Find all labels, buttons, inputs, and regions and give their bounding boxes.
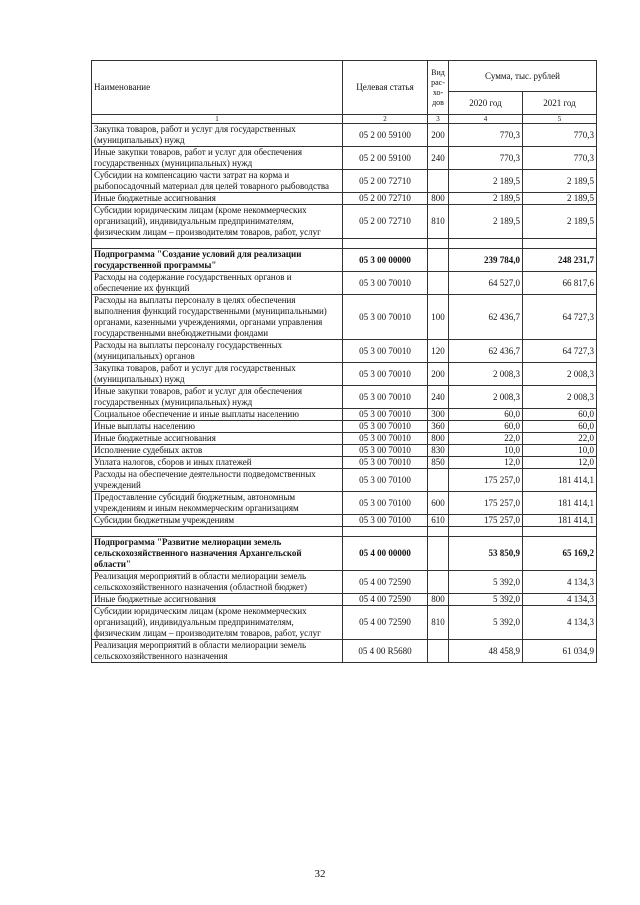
row-sum-2021: 64 727,3	[523, 340, 597, 363]
row-sum-2020: 62 436,7	[449, 295, 523, 340]
row-name: Иные бюджетные ассигнования	[92, 193, 343, 205]
row-sum-2021: 61 034,9	[523, 640, 597, 663]
row-name: Субсидии бюджетным учреждениям	[92, 515, 343, 527]
row-sum-2021: 2 189,5	[523, 193, 597, 205]
column-number: 4	[449, 115, 523, 124]
row-expense-type: 240	[428, 147, 449, 170]
row-name: Уплата налогов, сборов и иных платежей	[92, 457, 343, 469]
row-sum-2021: 181 414,1	[523, 515, 597, 527]
table-row	[92, 409, 597, 421]
row-sum-2020: 2 008,3	[449, 386, 523, 409]
row-name: Закупка товаров, работ и услуг для государственных (муниципальных) нужд	[92, 363, 343, 386]
row-sum-2020: 10,0	[449, 445, 523, 457]
row-expense-type: 200	[428, 363, 449, 386]
row-sum-2021: 4 134,3	[523, 571, 597, 594]
row-target-code: 05 3 00 00000	[343, 249, 428, 272]
table-row	[92, 457, 597, 469]
row-sum-2020: 5 392,0	[449, 606, 523, 640]
table-row	[92, 606, 597, 640]
header-year-2021: 2021 год	[523, 92, 597, 115]
row-sum-2020: 175 257,0	[449, 469, 523, 492]
row-target-code: 05 3 00 70010	[343, 363, 428, 386]
row-sum-2020: 239 784,0	[449, 249, 523, 272]
row-sum-2020: 5 392,0	[449, 594, 523, 606]
row-name: Иные бюджетные ассигнования	[92, 433, 343, 445]
row-name: Иные выплаты населению	[92, 421, 343, 433]
header-name: Наименование	[92, 61, 343, 115]
table-row	[92, 594, 597, 606]
table-row	[92, 492, 597, 515]
row-name: Иные закупки товаров, работ и услуг для обеспечения государственных (муниципальных) нужд	[92, 386, 343, 409]
table-body	[92, 124, 597, 663]
row-expense-type: 100	[428, 295, 449, 340]
row-sum-2020: 5 392,0	[449, 571, 523, 594]
row-sum-2021: 66 817,6	[523, 272, 597, 295]
row-sum-2020: 770,3	[449, 124, 523, 147]
empty-cell	[428, 527, 449, 537]
row-target-code: 05 3 00 70010	[343, 386, 428, 409]
row-sum-2021: 4 134,3	[523, 606, 597, 640]
row-target-code: 05 3 00 70100	[343, 469, 428, 492]
row-sum-2020: 2 189,5	[449, 193, 523, 205]
row-name: Предоставление субсидий бюджетным, автономным учреждениям и иным некоммерческим организациям	[92, 492, 343, 515]
row-sum-2020: 770,3	[449, 147, 523, 170]
row-name: Социальное обеспечение и иные выплаты населению	[92, 409, 343, 421]
row-expense-type: 600	[428, 492, 449, 515]
spacer-row	[92, 239, 597, 249]
table-row	[92, 445, 597, 457]
row-target-code: 05 2 00 72710	[343, 170, 428, 193]
row-expense-type: 850	[428, 457, 449, 469]
row-sum-2021: 181 414,1	[523, 492, 597, 515]
row-expense-type: 830	[428, 445, 449, 457]
row-name: Реализация мероприятий в области мелиорации земель сельскохозяйственного назначения (областной бюджет)	[92, 571, 343, 594]
row-target-code: 05 3 00 70010	[343, 433, 428, 445]
table-row	[92, 433, 597, 445]
row-expense-type: 360	[428, 421, 449, 433]
row-expense-type	[428, 170, 449, 193]
row-target-code: 05 4 00 00000	[343, 537, 428, 571]
row-sum-2021: 770,3	[523, 124, 597, 147]
row-target-code: 05 2 00 59100	[343, 147, 428, 170]
row-target-code: 05 2 00 72710	[343, 205, 428, 239]
empty-cell	[92, 527, 343, 537]
row-target-code: 05 3 00 70100	[343, 515, 428, 527]
budget-table-page	[91, 60, 597, 663]
empty-cell	[523, 527, 597, 537]
spacer-row	[92, 527, 597, 537]
table-row	[92, 340, 597, 363]
row-expense-type	[428, 537, 449, 571]
row-expense-type: 610	[428, 515, 449, 527]
row-target-code: 05 2 00 59100	[343, 124, 428, 147]
row-target-code: 05 3 00 70010	[343, 272, 428, 295]
column-number: 3	[428, 115, 449, 124]
row-sum-2020: 48 458,9	[449, 640, 523, 663]
row-sum-2021: 12,0	[523, 457, 597, 469]
row-sum-2021: 2 008,3	[523, 386, 597, 409]
empty-cell	[449, 239, 523, 249]
table-row	[92, 295, 597, 340]
table-row	[92, 170, 597, 193]
table-row	[92, 571, 597, 594]
row-target-code: 05 3 00 70010	[343, 457, 428, 469]
page-number: 32	[314, 868, 326, 880]
row-name: Расходы на обеспечение деятельности подведомственных учреждений	[92, 469, 343, 492]
row-target-code: 05 4 00 72590	[343, 606, 428, 640]
row-sum-2021: 2 008,3	[523, 363, 597, 386]
row-name: Реализация мероприятий в области мелиорации земель сельскохозяйственного назначения	[92, 640, 343, 663]
row-target-code: 05 3 00 70010	[343, 445, 428, 457]
row-expense-type: 240	[428, 386, 449, 409]
row-target-code: 05 3 00 70010	[343, 409, 428, 421]
row-sum-2021: 2 189,5	[523, 170, 597, 193]
table-row	[92, 205, 597, 239]
table-row	[92, 272, 597, 295]
column-number: 1	[92, 115, 343, 124]
row-target-code: 05 3 00 70100	[343, 492, 428, 515]
row-target-code: 05 3 00 70010	[343, 340, 428, 363]
table-row	[92, 537, 597, 571]
column-number: 2	[343, 115, 428, 124]
column-number: 5	[523, 115, 597, 124]
table-row	[92, 469, 597, 492]
table-row	[92, 386, 597, 409]
row-sum-2021: 770,3	[523, 147, 597, 170]
empty-cell	[449, 527, 523, 537]
row-name: Субсидии юридическим лицам (кроме некоммерческих организаций), индивидуальным предпринимателям, физическим лицам – производителям товаров, работ, услуг	[92, 606, 343, 640]
header-sum: Сумма, тыс. рублей	[449, 61, 597, 92]
row-expense-type: 800	[428, 193, 449, 205]
row-expense-type: 810	[428, 606, 449, 640]
row-sum-2021: 64 727,3	[523, 295, 597, 340]
table-row	[92, 124, 597, 147]
row-sum-2021: 181 414,1	[523, 469, 597, 492]
row-expense-type	[428, 640, 449, 663]
row-expense-type: 800	[428, 594, 449, 606]
row-sum-2021: 22,0	[523, 433, 597, 445]
table-row	[92, 249, 597, 272]
table-row	[92, 515, 597, 527]
row-sum-2021: 10,0	[523, 445, 597, 457]
empty-cell	[343, 527, 428, 537]
table-row	[92, 640, 597, 663]
row-expense-type: 120	[428, 340, 449, 363]
empty-cell	[428, 239, 449, 249]
row-sum-2021: 65 169,2	[523, 537, 597, 571]
empty-cell	[343, 239, 428, 249]
row-sum-2021: 60,0	[523, 421, 597, 433]
row-expense-type: 200	[428, 124, 449, 147]
row-sum-2020: 22,0	[449, 433, 523, 445]
row-name: Расходы на выплаты персоналу в целях обеспечения выполнения функций государственными (муниципальными) органами, казенными учреждениями, органами управления государственными внебюджетными фондами	[92, 295, 343, 340]
row-expense-type: 810	[428, 205, 449, 239]
header-year-2020: 2020 год	[449, 92, 523, 115]
row-target-code: 05 3 00 70010	[343, 295, 428, 340]
row-sum-2020: 12,0	[449, 457, 523, 469]
row-name: Иные бюджетные ассигнования	[92, 594, 343, 606]
row-target-code: 05 4 00 72590	[343, 571, 428, 594]
table-row	[92, 363, 597, 386]
row-sum-2020: 64 527,0	[449, 272, 523, 295]
table-row	[92, 193, 597, 205]
row-expense-type	[428, 571, 449, 594]
row-sum-2021: 248 231,7	[523, 249, 597, 272]
row-expense-type	[428, 249, 449, 272]
row-expense-type	[428, 272, 449, 295]
row-name: Подпрограмма "Развитие мелиорации земель сельскохозяйственного назначения Архангельской области"	[92, 537, 343, 571]
row-name: Расходы на содержание государственных органов и обеспечение их функций	[92, 272, 343, 295]
row-name: Подпрограмма "Создание условий для реализации государственной программы"	[92, 249, 343, 272]
table-row	[92, 147, 597, 170]
row-sum-2020: 2 008,3	[449, 363, 523, 386]
row-target-code: 05 4 00 72590	[343, 594, 428, 606]
row-target-code: 05 2 00 72710	[343, 193, 428, 205]
row-sum-2020: 60,0	[449, 421, 523, 433]
row-target-code: 05 3 00 70010	[343, 421, 428, 433]
row-sum-2020: 2 189,5	[449, 170, 523, 193]
row-sum-2021: 60,0	[523, 409, 597, 421]
row-name: Закупка товаров, работ и услуг для государственных (муниципальных) нужд	[92, 124, 343, 147]
row-name: Субсидии на компенсацию части затрат на корма и рыбопосадочный материал для целей товарного рыбоводства	[92, 170, 343, 193]
row-expense-type: 800	[428, 433, 449, 445]
row-sum-2021: 2 189,5	[523, 205, 597, 239]
row-name: Исполнение судебных актов	[92, 445, 343, 457]
row-name: Расходы на выплаты персоналу государственных (муниципальных) органов	[92, 340, 343, 363]
row-sum-2020: 175 257,0	[449, 492, 523, 515]
row-name: Субсидии юридическим лицам (кроме некоммерческих организаций), индивидуальным предпринимателям, физическим лицам – производителям товаров, работ, услуг	[92, 205, 343, 239]
row-sum-2020: 60,0	[449, 409, 523, 421]
row-sum-2020: 2 189,5	[449, 205, 523, 239]
row-name: Иные закупки товаров, работ и услуг для обеспечения государственных (муниципальных) нужд	[92, 147, 343, 170]
row-expense-type: 300	[428, 409, 449, 421]
row-target-code: 05 4 00 R5680	[343, 640, 428, 663]
row-sum-2020: 53 850,9	[449, 537, 523, 571]
empty-cell	[92, 239, 343, 249]
table-row	[92, 421, 597, 433]
row-expense-type	[428, 469, 449, 492]
row-sum-2020: 175 257,0	[449, 515, 523, 527]
empty-cell	[523, 239, 597, 249]
header-code: Целевая статья	[343, 61, 428, 115]
row-sum-2020: 62 436,7	[449, 340, 523, 363]
header-vr: Вид рас-хо-дов	[428, 61, 449, 115]
budget-table	[91, 60, 597, 663]
row-sum-2021: 4 134,3	[523, 594, 597, 606]
